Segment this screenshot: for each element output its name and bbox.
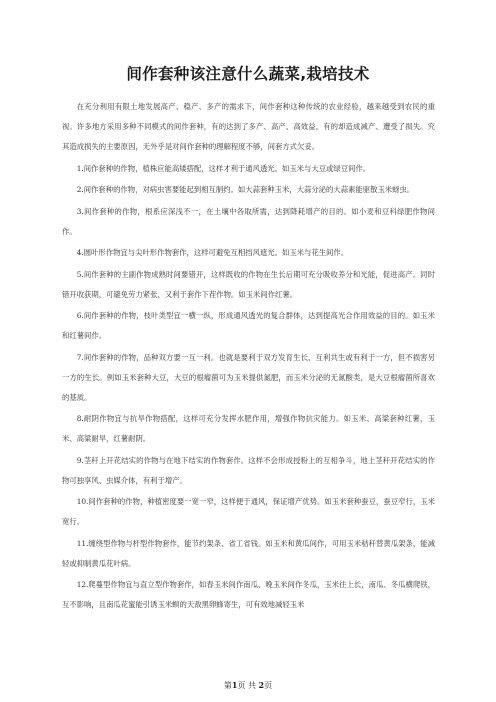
current-page-number: 1	[231, 680, 238, 690]
footer-suffix: 页	[264, 681, 273, 690]
document-body	[62, 97, 435, 617]
paragraph-3: 3.间作套种的作物，根系应深浅不一，在土壤中各取所需，达到降耗增产的目的。如小麦和豆科绿肥作物间作。	[62, 206, 435, 236]
paragraph-12: 12.爬蔓型作物宜与直立型作物套作，如春玉米间作南瓜、晚玉米间作冬瓜，玉米往上长，南瓜、冬瓜横爬铁，互不影响，且南瓜花蜜能引诱玉米螟的天敌黑卵蜂寄生，可有效地减轻玉米	[62, 580, 435, 609]
paragraph-2: 2.间作套种的作物，对病虫害要能起到相互制约。如大蒜套种玉米，大蒜分泌的大蒜素能驱散玉米蚜虫。	[76, 185, 415, 194]
paragraph-10: 10.间作套种的作物，种植密度要一宽一窄，这样便于通风，保证增产优势。如玉米套种蚕豆，蚕豆窄行，玉米宽行。	[62, 497, 435, 526]
footer-prefix: 第	[223, 681, 232, 690]
page-footer	[0, 680, 496, 691]
paragraph-7: 7.间作套种的作物，品种双方要一互一利。也就是要利于双方发育生长、互利共生或有利于一方，但不损害另一方的生长。例如玉米套种大豆，大豆的根瘤菌可为玉米提供氮肥，而玉米分泌的无氮酸类，是大豆根瘤菌所喜欢的基质。	[62, 352, 435, 402]
paragraph-4: 4.圆叶形作物宜与尖叶形作物套作，这样可避免互相挡风遮光。如玉米与花生间作。	[76, 248, 349, 257]
paragraph-6: 6.间作套种的作物，枝叶类型宜一横一纵，形成通风透光的复合群体，达到提高光合作用效益的目的。如玉米和红薯间作。	[62, 311, 435, 340]
paragraph-1: 1.间作套种的作物，植株应能高矮搭配，这样才利于通风透光。如玉米与大豆或绿豆间作。	[76, 163, 371, 173]
intro-paragraph: 在充分利用有限土地发展高产、稳产、多产的需求下，间作套种这种传统的农业经验，越来越受到农民的重视。许多地方采用多种不同模式的间作套种，有的达到了多产、高产、高效益，有的却造成减产、遭受了损失。究其造成损失的主要原因，无外乎是对间作套种的理解程度不够，间套方式欠妥。	[62, 102, 435, 151]
footer-middle: 页 共	[237, 681, 259, 690]
paragraph-9: 9.茎秆上开花结实的作物与在地下结实的作物套作。这样不会形成授粉上的互相争斗，地上茎秆开花结实的作物可独享风、虫媒介体，有利于增产。	[62, 455, 435, 485]
paragraph-11: 11.缠绕型作物与杆型作物套作，能节约架条、省工省钱。如玉米和黄瓜间作，可用玉米秸秆替黄瓜架条，能减轻或抑制黄瓜花叶病。	[62, 538, 435, 568]
total-pages-number: 2	[258, 680, 265, 690]
paragraph-5: 5.间作套种的主副作物成熟时间要错开，这样既收的作物在生长后期可充分吸收养分和光能，促进高产。同时错开收获期，可避免劳力紧张，又利于套作下茬作物。如玉米间作红薯。	[62, 269, 435, 299]
paragraph-8: 8.耐阴作物宜与抗旱作物搭配，这样可充分发挥水肥作用，增强作物抗灾能力。如玉米、高粱套种红薯，玉米、高粱耐旱，红薯耐阴。	[62, 414, 435, 443]
document-title: 间作套种该注意什么蔬菜,栽培技术	[126, 65, 370, 83]
